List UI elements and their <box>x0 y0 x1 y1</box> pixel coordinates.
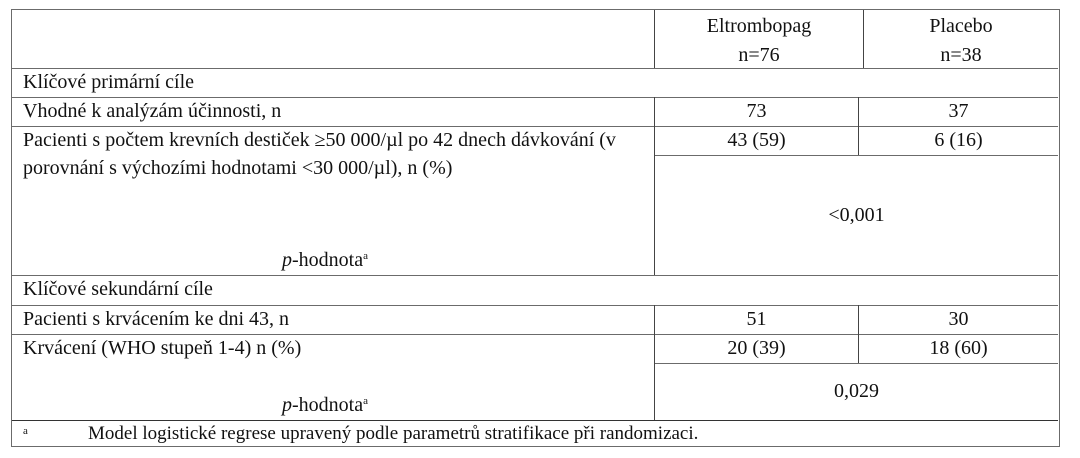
group-name: Eltrombopag <box>706 15 812 37</box>
row-label: Vhodné k analýzám účinnosti, n <box>23 100 282 122</box>
p-italic: p <box>282 394 292 416</box>
row-label: Pacienti s počtem krevních destiček ≥50 000/µl po 42 dnech dávkování (v porovnání s výchozími hodnotami <30 000/µl), n (%) <box>23 129 616 179</box>
divider <box>654 155 1058 156</box>
eltrombopag-value: 51 <box>746 308 767 330</box>
p-value-label <box>282 391 368 420</box>
divider <box>654 363 1058 364</box>
p-italic: p <box>282 249 292 271</box>
eltrombopag-value: 20 (39) <box>727 337 786 359</box>
header-eltrombopag <box>655 12 863 70</box>
placebo-value: 37 <box>948 100 969 122</box>
results-table <box>11 9 1060 447</box>
p-label-text: -hodnota <box>292 394 364 416</box>
group-n: n=38 <box>940 44 982 66</box>
footnote-text: Model logistické regrese upravený podle parametrů stratifikace při randomizaci. <box>88 423 699 444</box>
p-label-text: -hodnota <box>292 249 364 271</box>
section-title: Klíčové primární cíle <box>23 71 195 93</box>
row-label: Krvácení (WHO stupeň 1-4) n (%) <box>23 337 302 359</box>
p-value: 0,029 <box>834 380 879 402</box>
row-label: Pacienti s krvácením ke dni 43, n <box>23 308 290 330</box>
footnote-marker: a <box>23 425 28 437</box>
group-n: n=76 <box>738 44 780 66</box>
p-value: <0,001 <box>828 204 885 226</box>
placebo-value: 18 (60) <box>929 337 988 359</box>
eltrombopag-value: 43 (59) <box>727 129 786 151</box>
footnote-marker: a <box>363 250 368 262</box>
p-value-label <box>282 246 368 275</box>
eltrombopag-value: 73 <box>746 100 767 122</box>
group-name: Placebo <box>929 15 993 37</box>
placebo-value: 6 (16) <box>934 129 983 151</box>
placebo-value: 30 <box>948 308 969 330</box>
footnote-marker: a <box>363 395 368 407</box>
header-placebo <box>864 12 1058 70</box>
section-title: Klíčové sekundární cíle <box>23 278 213 300</box>
